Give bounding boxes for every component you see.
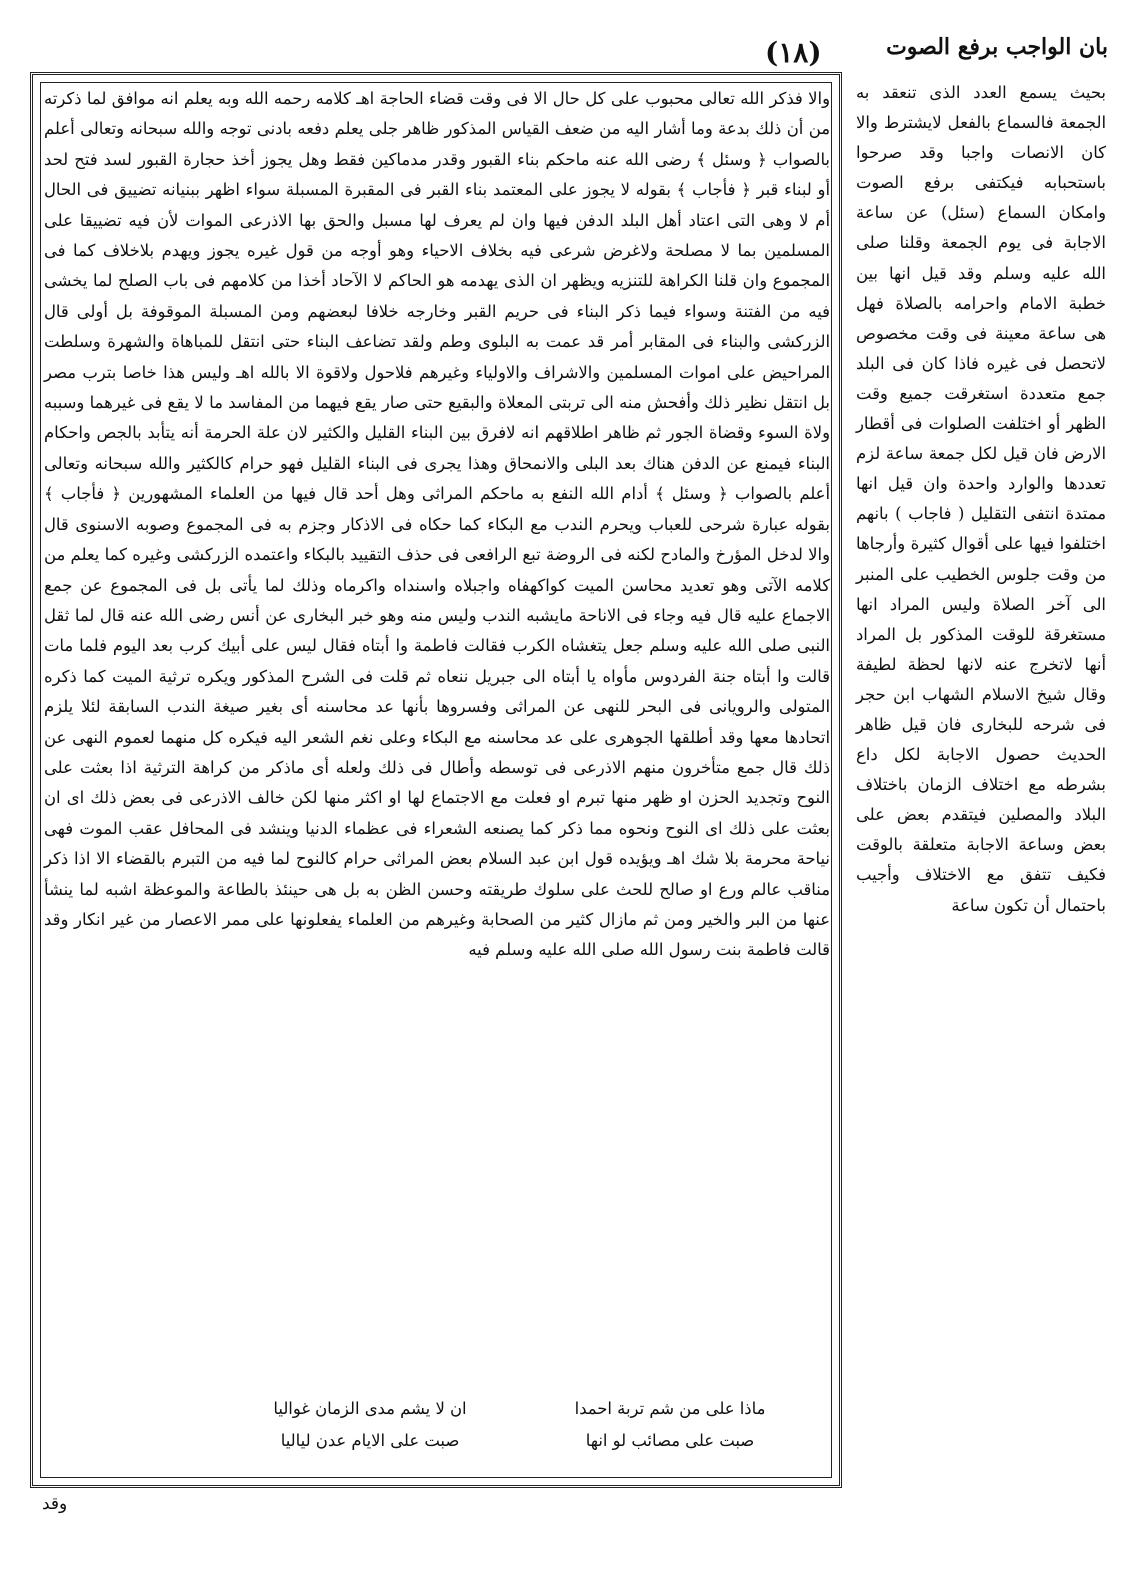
- verse-second-hemistich: ان لا يشم مدى الزمان غواليا: [273, 1399, 467, 1418]
- verse-first-hemistich: صبت على مصائب لو انها: [585, 1431, 755, 1450]
- side-title: بان الواجب برفع الصوت: [886, 34, 1108, 60]
- poem-verses: [80, 1393, 820, 1457]
- page-number: (١٨): [765, 36, 822, 69]
- verse-line: [80, 1393, 820, 1425]
- main-text-block: [44, 84, 830, 966]
- page-header: [0, 20, 1124, 80]
- margin-paragraph: بحيث يسمع العدد الذى تنعقد به الجمعة فالسماع بالفعل لايشترط والا كان الانصات واجبا وقد صرحوا باستحبابه فيكتفى برفع الصوت وامكان السماع (سئل) عن ساعة الاجابة فى يوم الجمعة وقلنا صلى الله عليه وسلم وقد قيل انها بين خطبة الامام واحرامه بالصلاة فهل هى ساعة معينة فى وقت مخصوص لاتحصل فى غيره فاذا كان فى البلد جمع متعددة استغرقت جميع وقت الظهر أو اختلفت الصلوات فى أقطار الارض فان قيل لكل جمعة ساعة لزم تعددها والوارد واحدة وان قيل انها ممتدة انتفى التقليل ( فاجاب ) بانهم اختلفوا فيها على أقوال كثيرة وأرجاها من وقت جلوس الخطيب على المنبر الى آخر الصلاة وليس المراد انها مستغرقة للوقت المذكور بل المراد أنها لاتخرج عنه لانها لحظة لطيفة وقال شيخ الاسلام الشهاب ابن حجر فى شرحه للبخارى فان قيل ظاهر الحديث حصول الاجابة لكل داع بشرطه مع اختلاف الزمان باختلاف البلاد والمصلين فيتقدم بعض على بعض وساعة الاجابة متعلقة بالوقت فكيف تتفق مع الاختلاف وأجيب باحتمال أن تكون ساعة: [856, 83, 1106, 915]
- catchword: وقد: [42, 1494, 68, 1514]
- verse-line: [80, 1425, 820, 1457]
- margin-commentary: [856, 78, 1106, 921]
- main-paragraph: والا فذكر الله تعالى محبوب على كل حال الا فى وقت قضاء الحاجة اهـ كلامه رحمه الله وبه يعلم انه موافق لما ذكرته من أن ذلك بدعة وما أشار اليه من ضعف القياس المذكور ظاهر جلى يعلم دفعه بادنى توجه والله سبحانه وتعالى أعلم بالصواب ﴿ وسئل ﴾ رضى الله عنه ماحكم بناء القبور وقدر مدماكين فقط وهل يجوز أخذ حجارة القبور لسد فتح لحد أو لبناء قبر ﴿ فأجاب ﴾ بقوله لا يجوز على المعتمد بناء القبر فى المقبرة المسبلة سواء اظهر ببنيانه تضييق فى الحال أم لا وهى التى اعتاد أهل البلد الدفن فيها وان لم يعرف لها مسبل والحق بها الاذرعى الموات لأن فيه تضييقا على المسلمين بما لا مصلحة ولاغرض شرعى فيه بخلاف الاحياء وهو أوجه من قول غيره يجوز ويهدم بلاخلاف كما فى المجموع وان قلنا الكراهة للتنزيه ويظهر ان الذى يهدمه هو الحاكم لا الآحاد أخذا من كلامهم فى باب الصلح لما يخشى فيه من الفتنة وسواء فيما ذكر البناء فى حريم القبر وخارجه خلافا لبعضهم ومن المسبلة الموقوفة بل أولى قال الزركشى والبناء فى المقابر أمر قد عمت به البلوى وطم ولقد تضاعف البناء حتى انتقل للمباهاة والشهرة وسلطت المراحيض على اموات المسلمين والاشراف والاولياء وغيرهم فلاحول ولاقوة الا بالله اهـ وليس هذا خاصا بترب مصر بل انتقل نظير ذلك وأفحش منه الى تربتى المعلاة والبقيع حتى صار يقع فيهما من المفاسد ما لا يقع فى غيرهما وسببه ولاة السوء وقضاة الجور ثم ظاهر اطلاقهم انه لافرق بين البناء القليل والكثير لان علة الحرمة أنه يتأبد بالجص واحكام البناء فيمنع عن الدفن هناك بعد البلى والانمحاق وهذا يجرى فى البناء القليل فهو حرام كالكثير والله سبحانه وتعالى أعلم بالصواب ﴿ وسئل ﴾ أدام الله النفع به ماحكم المراثى وهل أحد قال فيها من العلماء المشهورين ﴿ فأجاب ﴾ بقوله عبارة شرحى للعباب ويحرم الندب مع البكاء كما حكاه فى الاذكار وجزم به فى المجموع وصوبه الاسنوى قال والا لدخل المؤرخ والمادح لكنه فى الروضة تبع الرافعى فى حذف التقييد بالبكاء واعتمده الزركشى وغيره كما يعلم من كلامه الآتى وهو تعديد محاسن الميت كواكهفاه واجبلاه واسنداه واكرماه وذلك لما يأتى بل فى المجموع عن جمع الاجماع عليه قال فيه وجاء فى الاناحة مايشبه الندب وليس منه وهو خبر البخارى عن أنس رضى الله عنه قال لما ثقل النبى صلى الله عليه وسلم جعل يتغشاه الكرب فقالت فاطمة وا أبتاه فقال ليس على أبيك كرب بعد اليوم فلما مات قالت وا أبتاه جنة الفردوس مأواه يا أبتاه الى جبريل ننعاه ثم قلت فى الشرح المذكور ويكره ترثية الميت كما ذكره المتولى والرويانى فى البحر للنهى عن المراثى وفسروها بأنها عد محاسنه أى بغير صيغة الندب السابقة لئلا يلزم اتحادها معها وقد أطلقها الجوهرى على عد محاسنه مع البكاء وعلى نغم الشعر اليه فيكره كل منهما لعموم النهى عن ذلك قال جمع متأخرون منهم الاذرعى فى توسطه وأطال فى ذلك ولعله أى ماذكر من كراهة الترثية اذا بعثت على النوح وتجديد الحزن او ظهر منها تبرم او فعلت مع الاجتماع لها او اكثر منها لكن خالف الاذرعى فى بعض ذلك اى ان بعثت على ذلك اى النوح ونحوه مما ذكر كما يصنعه الشعراء فى عظماء الدنيا وينشد فى المحافل عقب الموت فهى نياحة محرمة بلا شك اهـ ويؤيده قول ابن عبد السلام بعض المراثى حرام كالنوح لما فيه من التبرم بالقضاء الا اذا ذكر مناقب عالم ورع او صالح للحث على سلوك طريقته وحسن الظن به بل هى حينئذ بالطاعة والموعظة اشبه لما ينشأ عنها من البر والخير ومن ثم مازال كثير من الصحابة وغيرهم من العلماء يفعلونها على ممر الاعصار من غير انكار وقد قالت فاطمة بنت رسول الله صلى الله عليه وسلم فيه: [44, 89, 831, 960]
- verse-second-hemistich: صبت على الايام عدن لياليا: [280, 1431, 460, 1450]
- verse-first-hemistich: ماذا على من شم تربة احمدا: [574, 1399, 766, 1418]
